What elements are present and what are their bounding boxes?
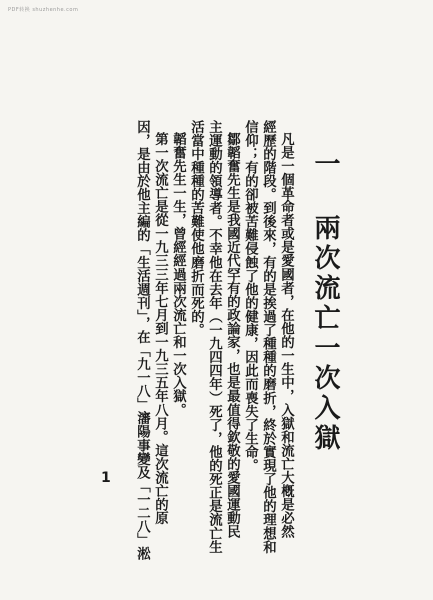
- text-column-2: 經歷的階段。到後來，有的是挨過了種種的磨折，終於實現了他的理想和: [260, 120, 277, 554]
- text-column-1: 凡是一個革命者或是愛國者，在他的一生中，入獄和流亡大槪是必然: [278, 132, 295, 539]
- text-column-8: 第一次流亡是從一九三三年七月到一九三五年八月。這次流亡的原: [152, 132, 169, 525]
- page-number: 1: [101, 470, 111, 486]
- text-column-4: 鄒韜奮先生是我國近代罕有的政論家，也是最值得欽敬的愛國運動民: [224, 132, 241, 539]
- text-column-3: 信仰；有的卻被苦難侵蝕了他的健康，因此而喪失了生命。: [242, 120, 259, 473]
- text-column-6: 活當中種種的苦難使他磨折而死的。: [188, 120, 205, 337]
- watermark: PDF转换 shuzhenhe.com: [8, 7, 79, 13]
- text-column-9: 因，是由於他主編的「生活週刊」，在「九一八」瀋陽事變及「一二八」淞: [134, 120, 151, 561]
- text-column-5: 主運動的領導者。不幸他在去年（一九四四年）死了，他的死正是流亡生: [206, 120, 223, 554]
- text-column-7: 韜奮先生一生，曾經經過兩次流亡和一次入獄。: [170, 132, 187, 417]
- chapter-title: 一 兩次流亡一次入獄: [310, 150, 340, 454]
